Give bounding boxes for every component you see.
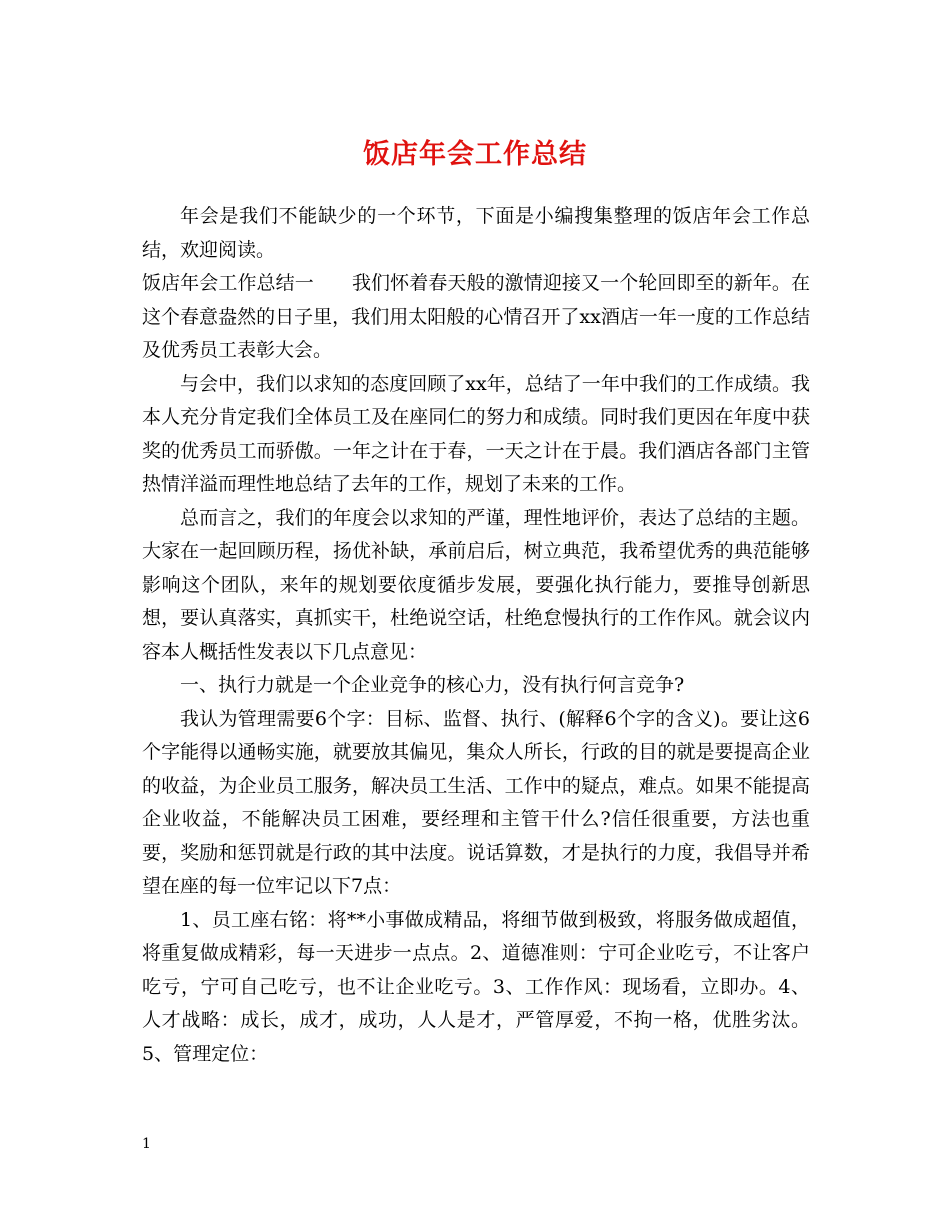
- paragraph-seven-points: 1、员工座右铭：将**小事做成精品，将细节做到极致，将服务做成超值，将重复做成精彩，每一天进步一点点。2、道德准则：宁可企业吃亏，不让客户吃亏，宁可自己吃亏，也不让企业吃亏。3、工作作风：现场看，立即办。4、人才战略：成长，成才，成功，人人是才，严管厚爱，不拘一格，优胜劣汰。5、管理定位：: [142, 908, 810, 1065]
- document-body: [142, 200, 810, 1071]
- paragraph-management: 我认为管理需要6个字：目标、监督、执行、(解释6个字的含义)。要让这6个字能得以通畅实施，就要放其偏见，集众人所长，行政的目的就是要提高企业的收益，为企业员工服务，解决员工生活、工作中的疑点，难点。如果不能提高企业收益，不能解决员工困难，要经理和主管干什么?信任很重要，方法也重要，奖励和惩罚就是行政的其中法度。说话算数，才是执行的力度，我倡导并希望在座的每一位牢记以下7点：: [142, 707, 810, 897]
- paragraph-meeting-review: 与会中，我们以求知的态度回顾了xx年，总结了一年中我们的工作成绩。我本人充分肯定我们全体员工及在座同仁的努力和成绩。同时我们更因在年度中获奖的优秀员工而骄傲。一年之计在于春，一天之计在于晨。我们酒店各部门主管热情洋溢而理性地总结了去年的工作，规划了未来的工作。: [142, 372, 810, 495]
- paragraph-heading-execution: 一、执行力就是一个企业竞争的核心力，没有执行何言竞争?: [180, 674, 685, 696]
- paragraph-summary: 总而言之，我们的年度会以求知的严谨，理性地评价，表达了总结的主题。大家在一起回顾历程，扬优补缺，承前启后，树立典范，我希望优秀的典范能够影响这个团队，来年的规划要依度循步发展，要强化执行能力，要推导创新思想，要认真落实，真抓实干，杜绝说空话，杜绝怠慢执行的工作作风。就会议内容本人概括性发表以下几点意见：: [142, 506, 810, 663]
- paragraph-intro: 年会是我们不能缺少的一个环节，下面是小编搜集整理的饭店年会工作总结，欢迎阅读。: [142, 205, 810, 261]
- page-number: 1: [142, 1136, 151, 1152]
- paragraph-section-one: 饭店年会工作总结一 我们怀着春天般的激情迎接又一个轮回即至的新年。在这个春意盎然的日子里，我们用太阳般的心情召开了xx酒店一年一度的工作总结及优秀员工表彰大会。: [142, 272, 810, 361]
- document-title: 饭店年会工作总结: [363, 139, 587, 170]
